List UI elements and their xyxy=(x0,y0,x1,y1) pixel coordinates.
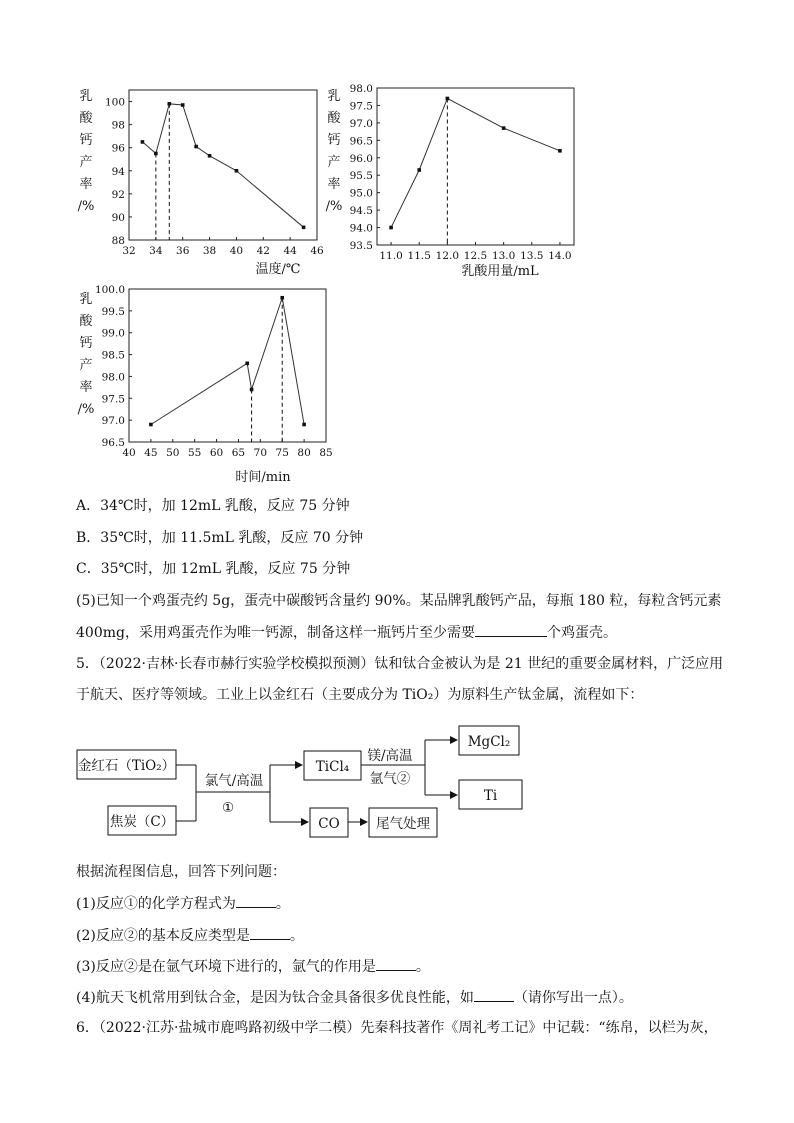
y-tick-label: 94 xyxy=(111,165,125,178)
series-line xyxy=(391,98,560,227)
option-b: B．35℃时，加 11.5mL 乳酸，反应 70 分钟 xyxy=(76,530,364,546)
y-tick-label: 97.0 xyxy=(349,117,373,130)
x-tick-label: 60 xyxy=(209,447,224,459)
y-axis-label-char: 钙 xyxy=(79,336,93,351)
x-tick-label: 38 xyxy=(202,245,217,257)
x-axis-label: 乳酸用量/mL xyxy=(461,264,539,279)
label-tail: 尾气处理 xyxy=(376,816,430,832)
q5-line2-pre: 400mg，采用鸡蛋壳作为唯一钙源，制备这样一瓶钙片至少需要 xyxy=(76,625,475,641)
question-3-text: (3)反应②是在氩气环境下进行的，氩气的作用是 xyxy=(76,959,376,975)
y-axis-label-char: 率 xyxy=(79,177,93,192)
problem6-line1: 6．（2022·江苏·盐城市鹿鸣路初级中学二模）先秦科技著作《周礼考工记》中记载：“练帛，以栏为灰， xyxy=(76,1020,718,1036)
option-c: C．35℃时，加 12mL 乳酸，反应 75 分钟 xyxy=(76,561,351,577)
x-tick-label: 13.5 xyxy=(520,250,544,262)
y-axis-label-char: 酸 xyxy=(327,111,341,126)
x-tick-label: 75 xyxy=(275,447,289,459)
x-tick-label: 36 xyxy=(176,245,190,257)
q5-answer-blank[interactable] xyxy=(475,622,547,637)
x-tick-label: 46 xyxy=(310,245,324,257)
x-axis-label: 温度/℃ xyxy=(255,262,301,277)
label-coke: 焦炭（C） xyxy=(109,814,175,830)
y-axis-label-char: 产 xyxy=(79,155,93,170)
y-tick-label: 99.5 xyxy=(101,305,125,318)
x-tick-label: 34 xyxy=(149,245,163,257)
x-tick-label: 11.5 xyxy=(407,250,431,262)
option-a: A．34℃时，加 12mL 乳酸，反应 75 分钟 xyxy=(76,498,350,514)
y-tick-label: 94.0 xyxy=(349,222,373,235)
y-axis-label-char: 乳 xyxy=(327,89,341,104)
flow-diagram-svg xyxy=(0,715,794,850)
x-tick-label: 12.5 xyxy=(463,250,488,262)
chart-temperature xyxy=(72,82,332,282)
data-point xyxy=(194,145,198,149)
x-tick-label: 85 xyxy=(319,447,333,459)
question-1 xyxy=(76,893,290,914)
data-point xyxy=(302,423,306,427)
label-co: CO xyxy=(318,816,340,832)
x-tick-label: 14.0 xyxy=(548,250,572,262)
y-tick-label: 97.5 xyxy=(349,100,373,113)
q5-line2 xyxy=(76,622,617,643)
chart-time xyxy=(72,285,342,490)
question-4-text: (4)航天飞机常用到钛合金，是因为钛合金具备很多优良性能，如 xyxy=(76,990,474,1006)
y-tick-label: 96.0 xyxy=(349,152,373,165)
x-tick-label: 12.0 xyxy=(435,250,460,262)
x-tick-label: 13.0 xyxy=(491,250,516,262)
y-axis-label-char: 率 xyxy=(327,177,341,192)
y-tick-label: 97.0 xyxy=(101,415,125,428)
y-axis-label-char: 酸 xyxy=(79,111,93,126)
y-tick-label: 96.5 xyxy=(101,437,125,449)
y-tick-label: 92 xyxy=(111,188,125,201)
data-point xyxy=(558,149,562,153)
y-tick-label: 98.5 xyxy=(101,349,125,362)
data-point xyxy=(235,169,239,173)
y-tick-label: 96 xyxy=(111,142,125,155)
y-axis-label-char: /% xyxy=(77,402,95,417)
problem5-line1: 5．（2022·吉林·长春市赫行实验学校模拟预测）钛和钛合金被认为是 21 世纪的重要金属材料，广泛应用 xyxy=(76,656,724,672)
x-tick-label: 70 xyxy=(253,447,268,459)
data-point xyxy=(154,152,158,156)
data-point xyxy=(250,388,254,392)
plot-frame xyxy=(129,289,326,442)
q5-line2-post: 个鸡蛋壳。 xyxy=(546,625,617,641)
question-4-end: （请你写出一点）。 xyxy=(513,990,633,1006)
y-axis-label-char: 乳 xyxy=(79,292,93,307)
y-axis-label-char: 钙 xyxy=(327,133,341,148)
y-tick-label: 95.0 xyxy=(349,187,373,200)
questions-intro: 根据流程图信息，回答下列问题： xyxy=(76,864,286,880)
chart-lactic-acid-svg xyxy=(320,82,590,282)
chart-time-svg xyxy=(72,285,342,490)
label-ticl4: TiCl₄ xyxy=(315,759,350,775)
y-tick-label: 94.5 xyxy=(349,205,373,218)
x-tick-label: 32 xyxy=(122,245,136,257)
data-point xyxy=(417,168,421,172)
x-tick-label: 44 xyxy=(283,245,297,257)
question-1-end: 。 xyxy=(275,896,290,912)
x-tick-label: 45 xyxy=(144,447,158,459)
plot-frame xyxy=(129,90,317,240)
question-2 xyxy=(76,925,304,946)
y-axis-label-char: /% xyxy=(77,199,95,214)
y-axis-label-char: 钙 xyxy=(79,133,93,148)
chart-temperature-svg xyxy=(72,82,332,282)
y-axis-label-char: 乳 xyxy=(79,89,93,104)
x-axis-label: 时间/min xyxy=(235,470,291,485)
data-point xyxy=(245,362,249,366)
question-4 xyxy=(76,987,633,1008)
q3-answer-blank[interactable] xyxy=(376,956,416,971)
label-cond2b: 氩气② xyxy=(369,771,411,787)
data-point xyxy=(149,423,153,427)
q2-answer-blank[interactable] xyxy=(250,925,290,940)
x-tick-label: 80 xyxy=(297,447,311,459)
label-cond1: 氯气/高温 xyxy=(204,773,264,789)
question-2-text: (2)反应②的基本反应类型是 xyxy=(76,928,250,944)
series-line xyxy=(151,298,304,425)
y-tick-label: 96.5 xyxy=(349,135,373,148)
label-mgcl2: MgCl₂ xyxy=(467,734,511,750)
question-3-end: 。 xyxy=(415,959,430,975)
x-tick-label: 50 xyxy=(166,447,180,459)
label-step1: ① xyxy=(221,800,235,816)
chart-lactic-acid xyxy=(320,82,590,282)
y-tick-label: 100.0 xyxy=(94,285,125,296)
x-tick-label: 40 xyxy=(229,245,244,257)
data-point xyxy=(389,226,393,230)
problem5-line2: 于航天、医疗等领域。工业上以金红石（主要成分为 TiO₂）为原料生产钛金属，流程如下： xyxy=(76,687,644,703)
data-point xyxy=(181,103,185,107)
question-1-text: (1)反应①的化学方程式为 xyxy=(76,896,236,912)
data-point xyxy=(167,102,171,106)
y-tick-label: 93.5 xyxy=(349,240,373,252)
y-tick-label: 99.0 xyxy=(101,327,125,340)
y-tick-label: 90 xyxy=(111,211,125,224)
data-point xyxy=(446,97,450,101)
question-2-end: 。 xyxy=(289,928,304,944)
data-point xyxy=(208,154,212,158)
x-tick-label: 40 xyxy=(122,447,136,459)
y-tick-label: 98.0 xyxy=(101,371,125,384)
y-axis-label-char: 酸 xyxy=(79,314,93,329)
label-cond2a: 镁/高温 xyxy=(367,748,413,764)
data-point xyxy=(502,126,506,130)
series-line xyxy=(142,104,303,227)
data-point xyxy=(302,226,306,230)
data-point xyxy=(141,140,145,144)
y-tick-label: 100 xyxy=(104,96,125,109)
y-axis-label-char: /% xyxy=(325,199,343,214)
flow-diagram xyxy=(0,715,794,850)
x-tick-label: 11.0 xyxy=(379,250,403,262)
q1-answer-blank[interactable] xyxy=(236,893,276,908)
y-tick-label: 98.0 xyxy=(349,83,373,95)
plot-frame xyxy=(377,88,574,245)
x-tick-label: 55 xyxy=(187,447,202,459)
x-tick-label: 42 xyxy=(256,245,270,257)
x-tick-label: 65 xyxy=(231,447,246,459)
q5-line1: (5)已知一个鸡蛋壳约 5g，蛋壳中碳酸钙含量约 90%。某品牌乳酸钙产品，每瓶 180 粒，每粒含钙元素 xyxy=(76,593,722,609)
y-axis-label-char: 产 xyxy=(79,358,93,373)
y-tick-label: 88 xyxy=(111,235,125,247)
question-3 xyxy=(76,956,430,977)
y-axis-label-char: 率 xyxy=(79,380,93,395)
q4-answer-blank[interactable] xyxy=(474,987,514,1002)
data-point xyxy=(280,296,284,300)
y-tick-label: 95.5 xyxy=(349,170,373,183)
y-tick-label: 97.5 xyxy=(101,393,125,406)
y-tick-label: 98 xyxy=(111,119,125,132)
y-axis-label-char: 产 xyxy=(327,155,341,170)
label-rutile: 金红石（TiO₂） xyxy=(77,758,176,774)
label-ti: Ti xyxy=(483,788,498,804)
